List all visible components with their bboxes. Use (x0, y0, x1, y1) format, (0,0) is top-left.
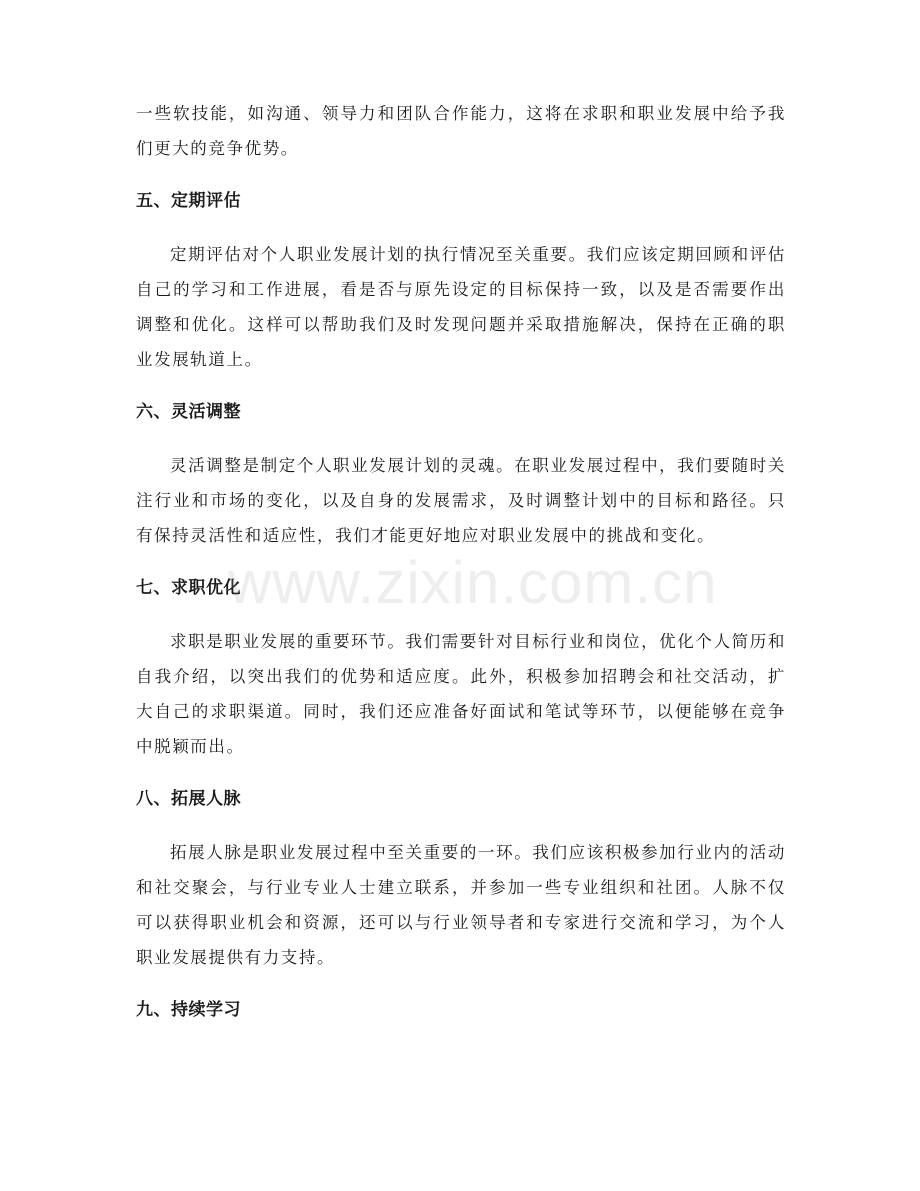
intro-paragraph: 一些软技能，如沟通、领导力和团队合作能力，这将在求职和职业发展中给予我们更大的竞争优势。 (136, 104, 786, 158)
section-heading-7: 七、求职优化 (136, 578, 241, 598)
section-heading-6: 六、灵活调整 (136, 402, 241, 422)
section-heading-8: 八、拓展人脉 (136, 789, 241, 809)
section-heading-9: 九、持续学习 (136, 1000, 241, 1020)
section-body-8: 拓展人脉是职业发展过程中至关重要的一环。我们应该积极参加行业内的活动和社交聚会，与行业专业人士建立联系，并参加一些专业组织和社团。人脉不仅可以获得职业机会和资源，还可以与行业领导者和专家进行交流和学习，为个人职业发展提供有力支持。 (136, 843, 786, 967)
section-body-6: 灵活调整是制定个人职业发展计划的灵魂。在职业发展过程中，我们要随时关注行业和市场的变化，以及自身的发展需求，及时调整计划中的目标和路径。只有保持灵活性和适应性，我们才能更好地应对职业发展中的挑战和变化。 (136, 456, 786, 545)
section-heading-5: 五、定期评估 (136, 191, 241, 211)
section-body-5: 定期评估对个人职业发展计划的执行情况至关重要。我们应该定期回顾和评估自己的学习和工作进展，看是否与原先设定的目标保持一致，以及是否需要作出调整和优化。这样可以帮助我们及时发现问题并采取措施解决，保持在正确的职业发展轨道上。 (136, 245, 786, 369)
section-body-7: 求职是职业发展的重要环节。我们需要针对目标行业和岗位，优化个人简历和自我介绍，以突出我们的优势和适应度。此外，积极参加招聘会和社交活动，扩大自己的求职渠道。同时，我们还应准备好面试和笔试等环节，以便能够在竞争中脱颖而出。 (136, 632, 786, 756)
document-content (136, 96, 786, 1028)
watermark-text: www.zixin.com.cn (228, 549, 718, 616)
